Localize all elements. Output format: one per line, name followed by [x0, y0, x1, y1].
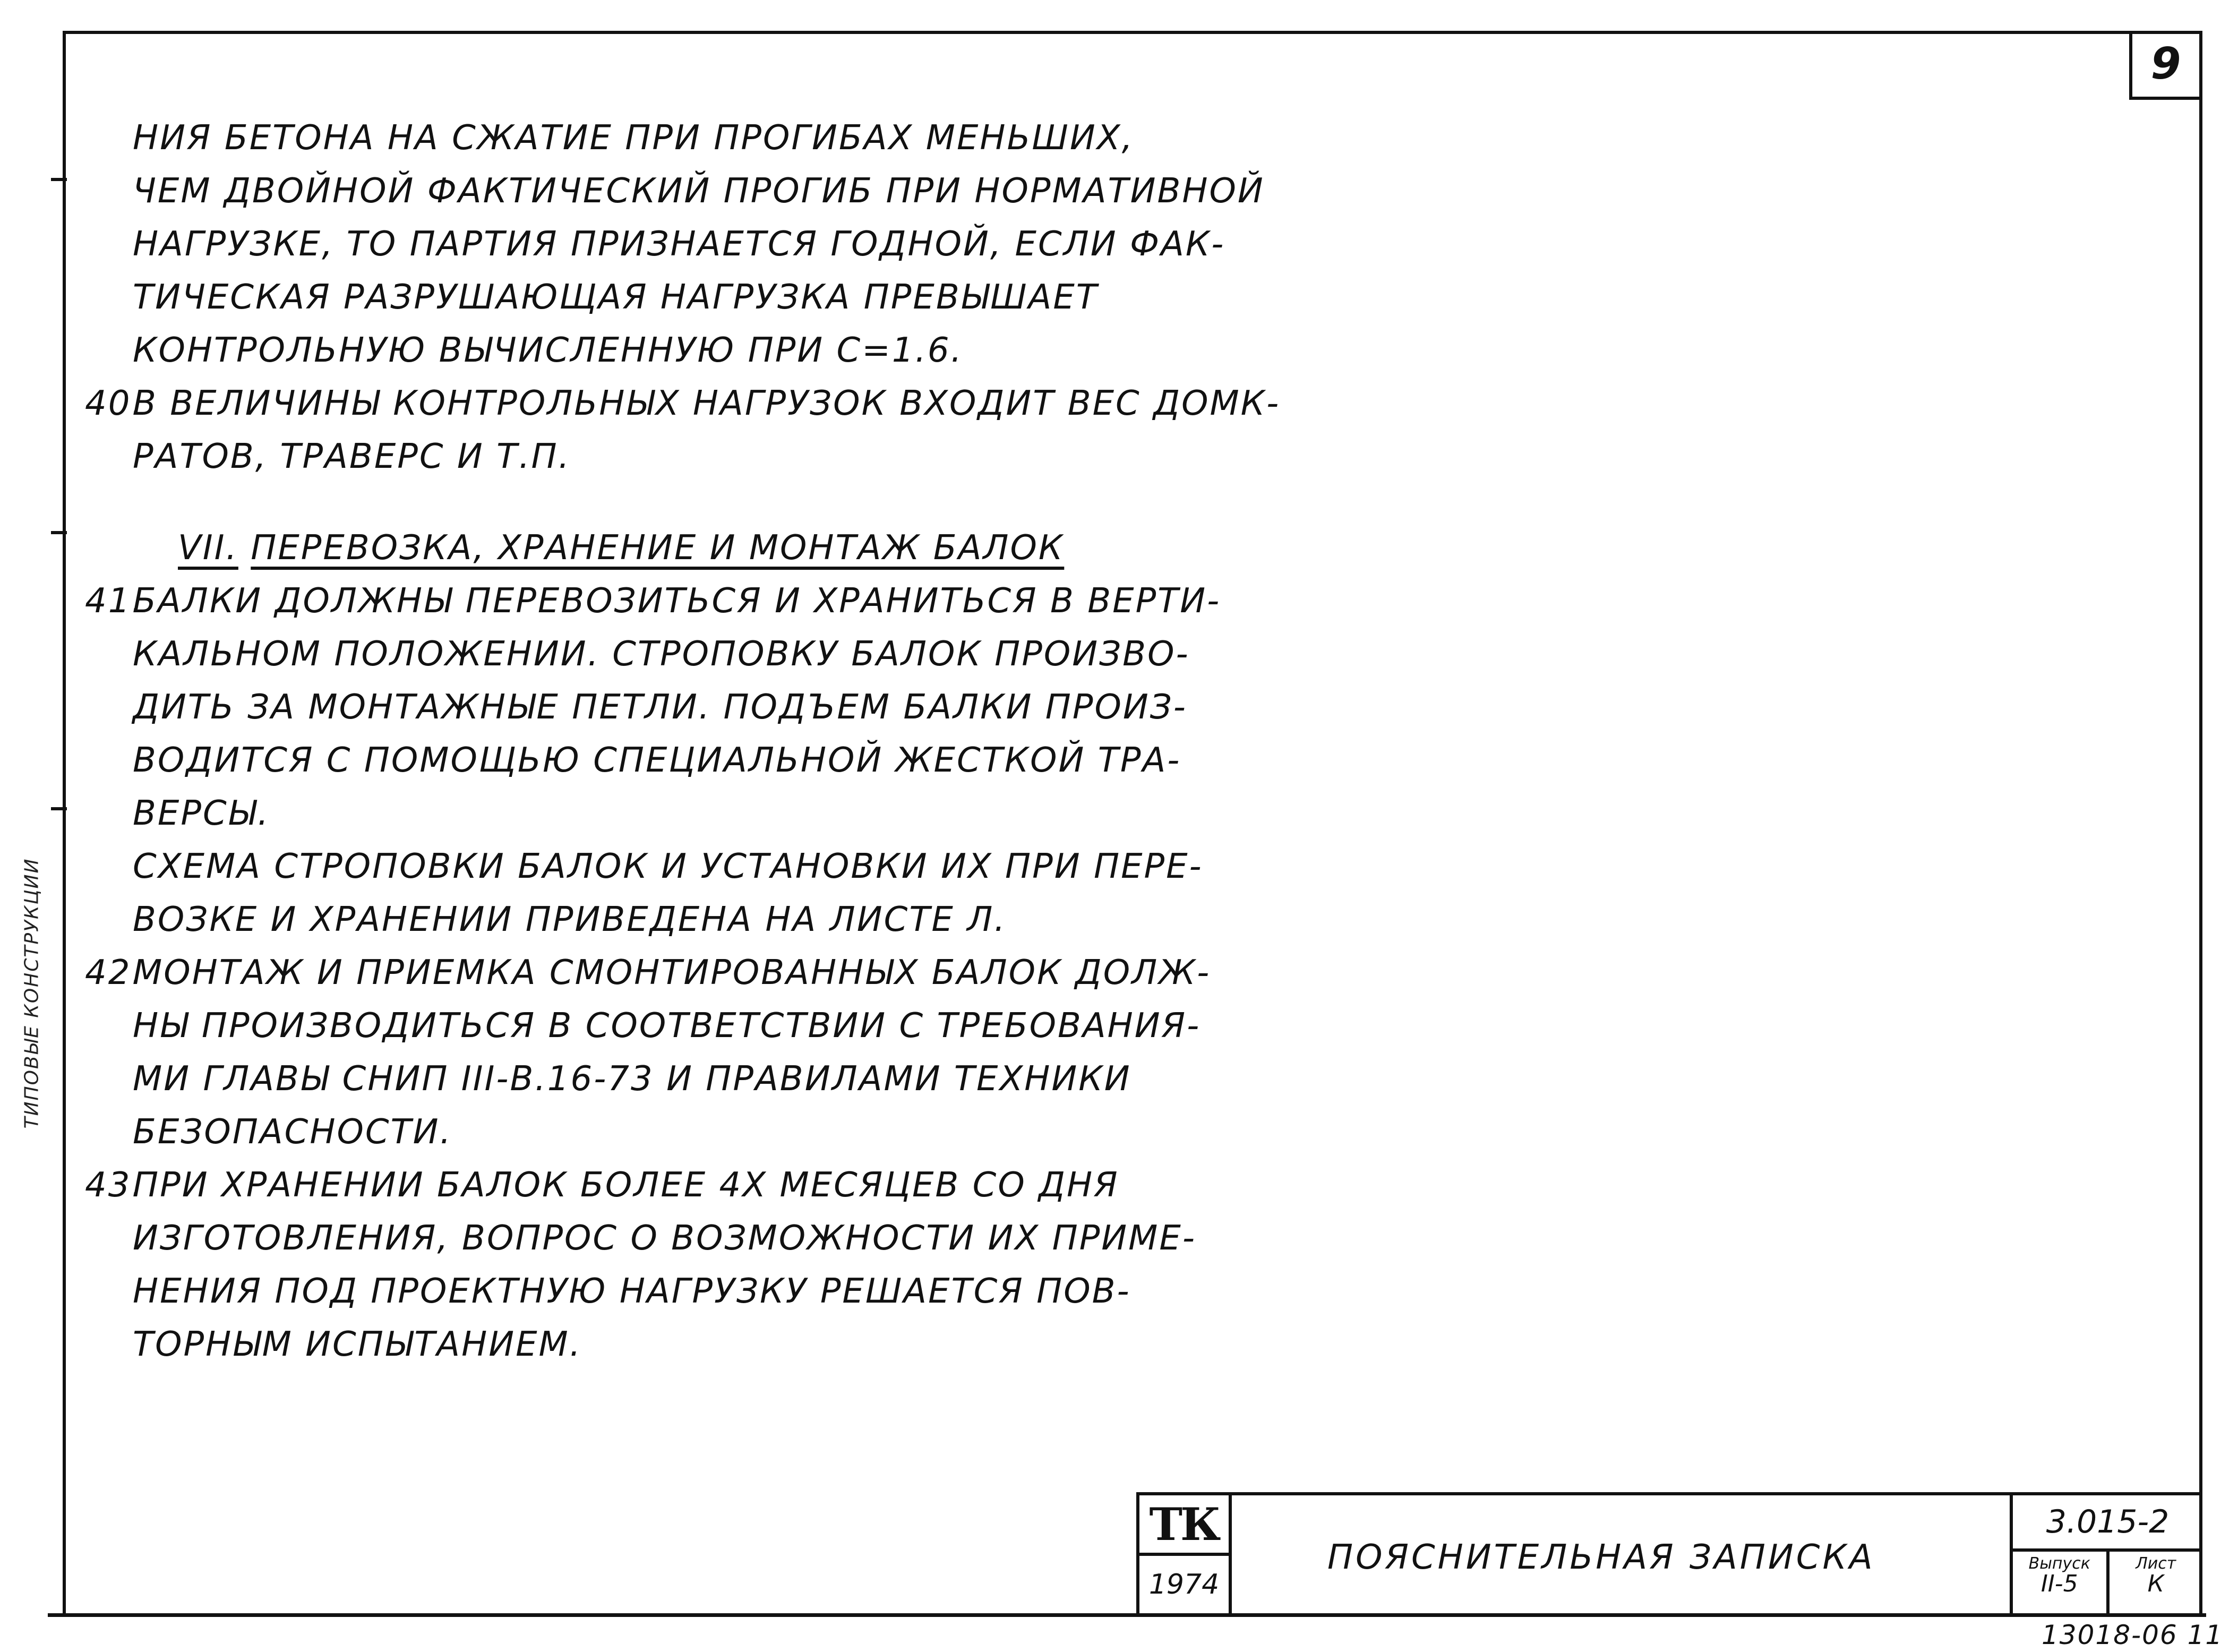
text-line: ВЕРСЫ. — [133, 794, 270, 833]
text-line: НИЯ БЕТОНА НА СЖАТИЕ ПРИ ПРОГИБАХ МЕНЬШИХ, — [133, 118, 1134, 158]
sheet-value: К — [2147, 1570, 2164, 1597]
section-title: ПЕРЕВОЗКА, ХРАНЕНИЕ И МОНТАЖ БАЛОК — [251, 528, 1065, 568]
paragraph-41 — [85, 575, 1221, 628]
text-line: ТОРНЫМ ИСПЫТАНИЕМ. — [133, 1325, 582, 1364]
paragraph-number: 40. — [85, 384, 144, 423]
text-line: ПРИ ХРАНЕНИИ БАЛОК БОЛЕЕ 4Х МЕСЯЦЕВ СО ДНЯ — [133, 1166, 1119, 1205]
paragraph-40 — [85, 377, 1281, 430]
series-code-cell — [2010, 1495, 2202, 1613]
section-heading — [85, 521, 1147, 575]
org-logo: ТК — [1139, 1495, 1229, 1556]
paragraph-number: 42. — [85, 953, 144, 992]
text-line: КАЛЬНОМ ПОЛОЖЕНИИ. СТРОПОВКУ БАЛОК ПРОИЗВО- — [133, 635, 1190, 674]
margin-tick — [51, 531, 67, 534]
text-line: МИ ГЛАВЫ СНИП III-В.16-73 И ПРАВИЛАМИ ТЕХНИКИ — [133, 1059, 1131, 1099]
note-text — [85, 112, 1281, 1371]
margin-tick — [51, 807, 67, 810]
text-line: БЕЗОПАСНОСТИ. — [133, 1112, 452, 1152]
paragraph-number: 41. — [85, 581, 144, 621]
issue-cell — [2013, 1552, 2106, 1613]
text-line: РАТОВ, ТРАВЕРС И Т.П. — [133, 437, 571, 476]
text-line: НЫ ПРОИЗВОДИТЬСЯ В СООТВЕТСТВИИ С ТРЕБОВАНИЯ- — [133, 1006, 1201, 1046]
text-line: ВОЗКЕ И ХРАНЕНИИ ПРИВЕДЕНА НА ЛИСТЕ Л. — [133, 900, 1007, 939]
text-line: ДИТЬ ЗА МОНТАЖНЫЕ ПЕТЛИ. ПОДЪЕМ БАЛКИ ПРОИЗ- — [133, 688, 1187, 727]
text-line: ТИЧЕСКАЯ РАЗРУШАЮЩАЯ НАГРУЗКА ПРЕВЫШАЕТ — [133, 278, 1099, 317]
text-line: НЕНИЯ ПОД ПРОЕКТНУЮ НАГРУЗКУ РЕШАЕТСЯ ПОВ- — [133, 1272, 1131, 1311]
title-block — [1136, 1492, 2202, 1613]
margin-stamp — [16, 712, 48, 1274]
sheet-cell — [2106, 1552, 2203, 1613]
sheet-label: Лист — [2136, 1554, 2176, 1573]
text-line: СХЕМА СТРОПОВКИ БАЛОК И УСТАНОВКИ ИХ ПРИ ПЕРЕ- — [133, 847, 1203, 886]
page-number — [2129, 31, 2199, 100]
frame-bottom-line — [48, 1613, 2206, 1617]
text-line: БАЛКИ ДОЛЖНЫ ПЕРЕВОЗИТЬСЯ И ХРАНИТЬСЯ В ВЕРТИ- — [133, 581, 1221, 621]
page-number-text: 9 — [2150, 38, 2181, 89]
issue-value: II-5 — [2040, 1570, 2078, 1597]
year: 1974 — [1148, 1569, 1220, 1600]
text-line: МОНТАЖ И ПРИЕМКА СМОНТИРОВАННЫХ БАЛОК ДОЛЖ- — [133, 953, 1211, 992]
org-logo-cell — [1136, 1495, 1232, 1613]
margin-stamp-text: ТИПОВЫЕ КОНСТРУКЦИИ — [21, 858, 43, 1128]
text-line: КОНТРОЛЬНУЮ ВЫЧИСЛЕННУЮ ПРИ С=1.6. — [133, 331, 963, 370]
text-line: НАГРУЗКЕ, ТО ПАРТИЯ ПРИЗНАЕТСЯ ГОДНОЙ, ЕСЛИ ФАК- — [133, 225, 1225, 264]
text-line: В ВЕЛИЧИНЫ КОНТРОЛЬНЫХ НАГРУЗОК ВХОДИТ ВЕС ДОМК- — [133, 384, 1281, 423]
paragraph-number: 43. — [85, 1166, 144, 1205]
paragraph-42 — [85, 946, 1211, 999]
document-title: ПОЯСНИТЕЛЬНАЯ ЗАПИСКА — [1327, 1538, 1875, 1577]
issue-label: Выпуск — [2028, 1554, 2090, 1573]
section-numeral: VII. — [178, 528, 238, 568]
text-line: ВОДИТСЯ С ПОМОЩЬЮ СПЕЦИАЛЬНОЙ ЖЕСТКОЙ ТРА- — [133, 741, 1181, 780]
text-line: ЧЕМ ДВОЙНОЙ ФАКТИЧЕСКИЙ ПРОГИБ ПРИ НОРМАТИВНОЙ — [133, 172, 1265, 211]
paragraph-43 — [85, 1159, 1147, 1212]
series-code: 3.015-2 — [2013, 1495, 2202, 1552]
margin-tick — [51, 178, 67, 181]
text-line: ИЗГОТОВЛЕНИЯ, ВОПРОС О ВОЗМОЖНОСТИ ИХ ПРИМЕ- — [133, 1219, 1196, 1258]
document-code: 13018-06 11 — [2042, 1620, 2224, 1650]
